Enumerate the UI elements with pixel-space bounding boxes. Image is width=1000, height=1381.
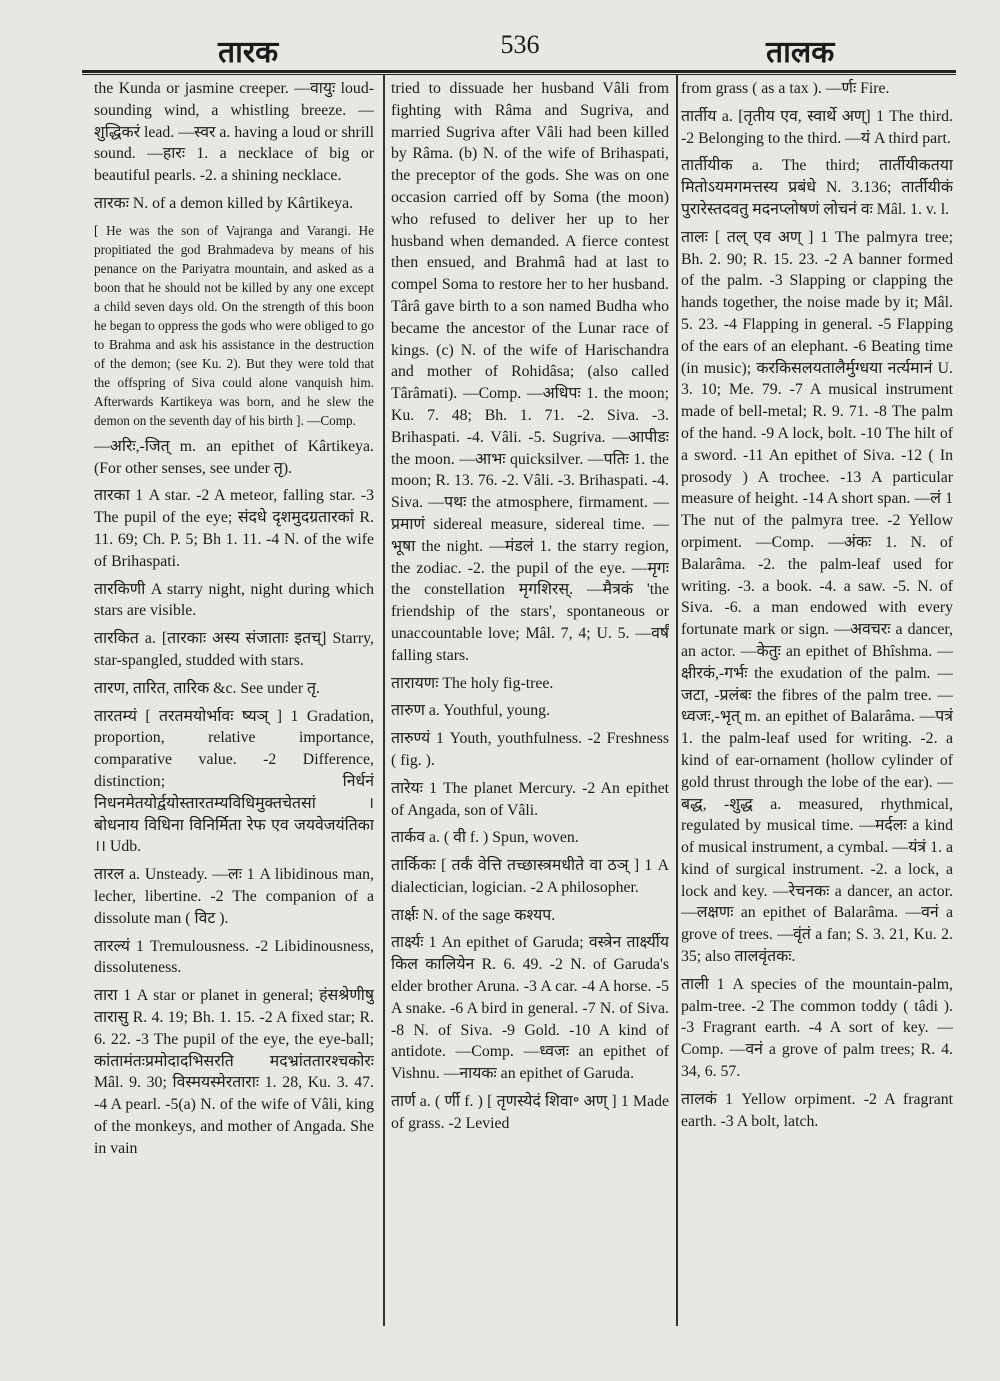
column-3 bbox=[681, 78, 953, 1328]
dictionary-entry: तारुण्यं 1 Youth, youthfulness. -2 Freshness ( fig. ). bbox=[391, 730, 669, 769]
dictionary-entry: ताली 1 A species of the mountain-palm, palm-tree. -2 The common toddy ( tâdi ). -3 Fragrant earth. -4 A sort of key. —Comp. —वनं a grove of palm trees; R. 4. 34, 6. 57. bbox=[681, 975, 953, 1081]
dictionary-entry: तार्ण a. ( र्णी f. ) [ तृणस्येदं शिवा॰ अण् ] 1 Made of grass. -2 Levied bbox=[391, 1093, 669, 1132]
column-1 bbox=[94, 78, 374, 1328]
dictionary-entry: —अरिः,-जित् m. an epithet of Kârtikeya. (For other senses, see under तृ). bbox=[94, 437, 374, 477]
dictionary-entry: तार्तीयीक a. The third; तार्तीयीकतया मितोऽयमगमत्तस्य प्रबंधे N. 3.136; तार्तीयीकं पुरारेस्तदवतु मदनप्लोषणं लोचनं वः Mâl. 1. v. l. bbox=[681, 157, 953, 218]
dictionary-entry: तार्तीय a. [तृतीय एव, स्वार्थे अण्] 1 The third. -2 Belonging to the third. —यं A third part. bbox=[681, 107, 953, 147]
header-rule-thin bbox=[82, 74, 956, 75]
left-running-headword: तारक bbox=[218, 35, 279, 70]
dictionary-entry: तारकित a. [तारकाः अस्य संजाताः इतच्] Starry, star-spangled, studded with stars. bbox=[94, 630, 374, 669]
dictionary-entry: तालकं 1 Yellow orpiment. -2 A fragrant earth. -3 A bolt, latch. bbox=[681, 1090, 953, 1130]
dictionary-entry: तारल a. Unsteady. —लः 1 A libidinous man, lecher, libertine. -2 The companion of a dissolute man ( विट ). bbox=[94, 866, 374, 927]
page-header bbox=[0, 22, 1000, 72]
dictionary-entry: तारकिणी A starry night, night during which stars are visible. bbox=[94, 580, 374, 620]
right-running-headword: तालक bbox=[766, 35, 835, 70]
dictionary-entry: तारुण a. Youthful, young. bbox=[391, 702, 551, 720]
dictionary-entry: तालः [ तल् एव अण् ] 1 The palmyra tree; Bh. 2. 90; R. 15. 23. -2 A banner formed of the palm. -3 Slapping or clapping the hands together, the noise made by it; Mâl. 5. 23. -4 Flapping in general. -5 Flapping of the ears of an elephant. -6 Beating time (in music); करकिसलयतालैर्मुग्धया नर्त्यमानं U. 3. 10; Me. 79. -7 A musical instrument made of bell-metal; R. 9. 71. -8 The palm of the hand. -9 A lock, bolt. -10 The hilt of a sword. -11 An epithet of Siva. -12 ( In prosody ) A trochee. -13 A particular measure of height. -14 A short span. —लं 1 The nut of the palmyra tree. -2 Yellow orpiment. —Comp. —अंकः 1. N. of Balarâma. -2. the palm-leaf used for writing. -3. a book. -4. a saw. -5. N. of Siva. -6. a man endowed with every fortunate mark or sign. —अवचरः a dancer, an actor. —केतुः an epithet of Bhîshma. —क्षीरकं,-गर्भः the exudation of the palm. —जटा, -प्रलंबः the fibres of the palm tree. —ध्वजः,-भृत् m. an epithet of Balarâma. —पत्रं 1. the palm-leaf used for writing. -2. a kind of ear-ornament (hollow cylinder of gold thrust through the lobe of the ear). —बद्ध, -शुद्ध a. measured, rhythmical, regulated by musical time. —मर्दलः a kind of musical instrument, a cymbal. —यंत्रं 1. a kind of surgical instrument. -2. a lock, a lock and key. —रेचनकः a dancer, an actor. —लक्षणः an epithet of Balarâma. —वनं a grove of trees. —वृंतं a fan; S. 3. 21, Ku. 2. 35; also तालवृंतकः. bbox=[681, 228, 953, 966]
column-divider bbox=[383, 74, 385, 1326]
dictionary-entry: तार्कव a. ( वी f. ) Spun, woven. bbox=[391, 829, 579, 847]
dictionary-entry: तारकः N. of a demon killed by Kârtikeya. bbox=[94, 194, 354, 212]
dictionary-entry: तार्किकः [ तर्कं वेत्ति तच्छास्त्रमधीते वा ठञ् ] 1 A dialectician, logician. -2 A philosopher. bbox=[391, 857, 669, 896]
dictionary-entry: तार्क्ष्यः 1 An epithet of Garuda; वस्त्रेन तार्क्ष्यीय किल कालियेन R. 6. 49. -2 N. of Garuda's elder brother Aruna. -3 A car. -4 A horse. -5 A snake. -6 A bird in general. -7 N. of Siva. -8 N. of Siva. -9 Gold. -10 A kind of antidote. —Comp. —ध्वजः an epithet of Vishnu. —नायकः an epithet of Garuda. bbox=[391, 934, 669, 1083]
dictionary-entry: [ He was the son of Vajranga and Varangi. He propitiated the god Brahmadeva by means of his penance on the Pariyatra mountain, and asked as a boon that he should not be killed by any one except a child seven days old. On the strength of this boon he began to oppress the gods who were obliged to go to Brahma and ask his assistance in the destruction of the demon; (see Ku. 2). But they were told that the offspring of Siva could alone vanquish him. Afterwards Kartikeya was born, and he slew the demon on the seventh day of his birth ]. —Comp. bbox=[94, 222, 374, 428]
dictionary-entry: तारायणः The holy fig-tree. bbox=[391, 674, 554, 692]
dictionary-entry: तारतम्यं [ तरतमयोर्भावः ष्यञ् ] 1 Gradation, proportion, relative importance, comparative value. -2 Difference, distinction; निर्धनं निधनमेतयोर्द्वयोस्तारतम्यविधिमुक्तचेतसां । बोधनाय विधिना विनिर्मिता रेफ एव जयवेजयंतिका ।। Udb. bbox=[94, 707, 374, 856]
header-rule bbox=[82, 70, 956, 73]
dictionary-entry: तारल्यं 1 Tremulousness. -2 Libidinousness, dissoluteness. bbox=[94, 937, 374, 977]
page-number: 536 bbox=[500, 30, 540, 59]
dictionary-entry: from grass ( as a tax ). —र्णः Fire. bbox=[681, 80, 890, 97]
dictionary-entry: तार्क्षः N. of the sage कश्यप. bbox=[391, 906, 556, 924]
dictionary-entry: तारेयः 1 The planet Mercury. -2 An epithet of Angada, son of Vâli. bbox=[391, 779, 669, 819]
dictionary-entry: तारा 1 A star or planet in general; हंसश्रेणीषु तारासु R. 4. 19; Bh. 1. 15. -2 A fixed star; R. 6. 22. -3 The pupil of the eye, the eye-ball; कांतामंतःप्रमोदादभिसरति मदभ्रांततारश्चकोरः Mâl. 9. 30; विस्मयस्मेरताराः 1. 28, Ku. 3. 47. -4 A pearl. -5(a) N. of the wife of Vâli, king of the monkeys, and mother of Angada. She in vain bbox=[94, 987, 374, 1157]
column-divider bbox=[676, 74, 678, 1326]
dictionary-entry: tried to dissuade her husband Vâli from fighting with Râma and Sugriva, and married Sugriva after Vâli had been killed by Râma. (b) N. of the wife of Brihaspati, the preceptor of the gods. She was on one occasion carried off by Soma (the moon) who refused to deliver her up to her husband when demanded. A fierce contest then ensued, and Brahmâ had at last to compel Soma to restore her to her husband. Târâ gave birth to a son named Budha who became the ancestor of the Lunar race of kings. (c) N. of the wife of Harischandra and mother of Rohidâsa; (also called Târâmati). —Comp. —अधिपः 1. the moon; Ku. 7. 48; Bh. 1. 71. -2. Siva. -3. Brihaspati. -4. Vâli. -5. Sugriva. —आपीडः the moon. —आभः quicksilver. —पतिः 1. the moon; R. 13. 76. -2. Vâli. -3. Brihaspati. -4. Siva. —पथः the atmosphere, firmament. —प्रमाणं sidereal measure, sidereal time. —भूषा the night. —मंडलं 1. the starry region, the zodiac. -2. the pupil of the eye. —मृगः the constellation मृगशिरस्. —मैत्रकं 'the friendship of the stars', spontaneous or unaccountable love; Mâl. 7, 4; U. 5. —वर्षं falling stars. bbox=[391, 80, 669, 664]
dictionary-entry: the Kunda or jasmine creeper. —वायुः loud-sounding wind, a whistling breeze. —शुद्धिकरं lead. —स्वर a. having a loud or shrill sound. —हारः 1. a necklace of big or beautiful pearls. -2. a shining necklace. bbox=[94, 80, 374, 185]
dictionary-entry: तारका 1 A star. -2 A meteor, falling star. -3 The pupil of the eye; संदधे दृशमुदग्रतारकां R. 11. 69; Ch. P. 5; Bh 1. 11. -4 N. of the wife of Brihaspati. bbox=[94, 487, 374, 570]
column-2 bbox=[391, 78, 669, 1328]
dictionary-entry: तारण, तारित, तारिक &c. See under तृ. bbox=[94, 679, 320, 697]
